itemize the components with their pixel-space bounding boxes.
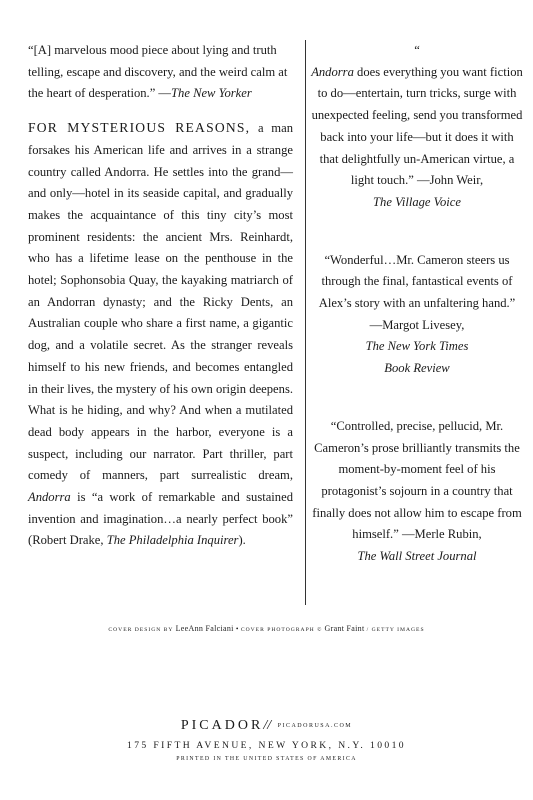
synopsis-book-title: Andorra	[28, 490, 71, 505]
blurb2-body: “Wonderful…Mr. Cameron steers us through the final, fantastical events of Alex’s story with an unfaltering hand.”	[318, 252, 516, 311]
quote-source: The New Yorker	[171, 86, 252, 101]
blurb1-title: Andorra	[311, 64, 354, 79]
right-column	[311, 40, 523, 604]
publisher-name: PICADOR	[180, 718, 264, 733]
blurb-wsj	[311, 416, 523, 568]
publisher-slash: //	[263, 718, 272, 733]
publisher-address: 175 FIFTH AVENUE, NEW YORK, N.Y. 10010	[127, 740, 406, 751]
publisher-url: PICADORUSA.COM	[277, 723, 353, 729]
design-label: COVER DESIGN BY	[108, 627, 174, 633]
blurb2-source-2: Book Review	[384, 361, 450, 376]
blurb2-source-1: The New York Times	[365, 339, 469, 354]
synopsis-part-2: is “a work of remarkable and sustained invention and imagination…a nearly perfect book” (Robert Drake,	[28, 490, 293, 548]
photo-agency: / GETTY IMAGES	[366, 627, 425, 633]
blurb-nyt	[311, 250, 523, 380]
blurb3-body: “Controlled, precise, pellucid, Mr. Cameron’s prose brilliantly transmits the moment-by-moment feel of his protagonist’s sojourn in a country that finally does not allow him to escape from himself.” —Merle Rubin,	[312, 418, 522, 542]
blurb1-body: “ Andorra does everything you want fiction to do—entertain, turn tricks, surge with unexpected feeling, send you transformed back into your life—but it does it with that delightfully un-American virtue, a light touch.” —John Weir,	[311, 43, 523, 188]
synopsis-part-1: a man forsakes his American life and arrives in a strange country called Andorra. He settles into the grand—and only—hotel in its seaside capital, and gradually makes the acquaintance of this tiny city’s most prominent residents: the ancient Mrs. Reinhardt, who has a lifetime lease on the penthouse in the hotel; Sophonsobia Quay, the kayaking matriarch of an Andorran dynasty; and the Ricky Dents, an Australian couple who share a first name, a gigantic dog, and a volatile secret. As the stranger reveals himself to his new friends, and becomes entangled in their lives, the mystery of his own origin deepens. What is he hiding, and why? And when a mutilated dead body appears in the harbor, everyone is a suspect, including our narrator. Part thriller, part comedy of manners, part surrealistic dream,	[28, 121, 293, 483]
synopsis	[28, 117, 293, 552]
designer-name: LeeAnn Falciani	[175, 624, 234, 633]
synopsis-end: ).	[238, 533, 246, 548]
synopsis-source: The Philadelphia Inquirer	[106, 533, 239, 548]
column-divider	[305, 40, 306, 605]
blurb2-author: —Margot Livesey,	[369, 317, 465, 332]
photographer-name: Grant Faint	[324, 624, 365, 633]
printed-in: PRINTED IN THE UNITED STATES OF AMERICA	[176, 756, 357, 762]
blurb-village-voice	[311, 40, 523, 214]
quote-text: “[A] marvelous mood piece about lying and truth telling, escape and discovery, and the weird calm at the heart of desperation.” —	[28, 43, 288, 101]
new-yorker-quote	[28, 40, 293, 105]
blurb3-source: The Wall Street Journal	[357, 549, 477, 564]
bullet-separator: •	[235, 624, 239, 633]
publisher-name-line	[0, 718, 533, 734]
photo-label: COVER PHOTOGRAPH ©	[240, 627, 323, 633]
blurb1-author: —John Weir,	[413, 173, 484, 188]
synopsis-lead: FOR MYSTERIOUS REASONS,	[28, 120, 251, 136]
left-column	[28, 40, 293, 552]
blurb1-source: The Village Voice	[373, 194, 461, 209]
cover-credits	[0, 624, 533, 633]
publisher-block	[0, 718, 533, 762]
